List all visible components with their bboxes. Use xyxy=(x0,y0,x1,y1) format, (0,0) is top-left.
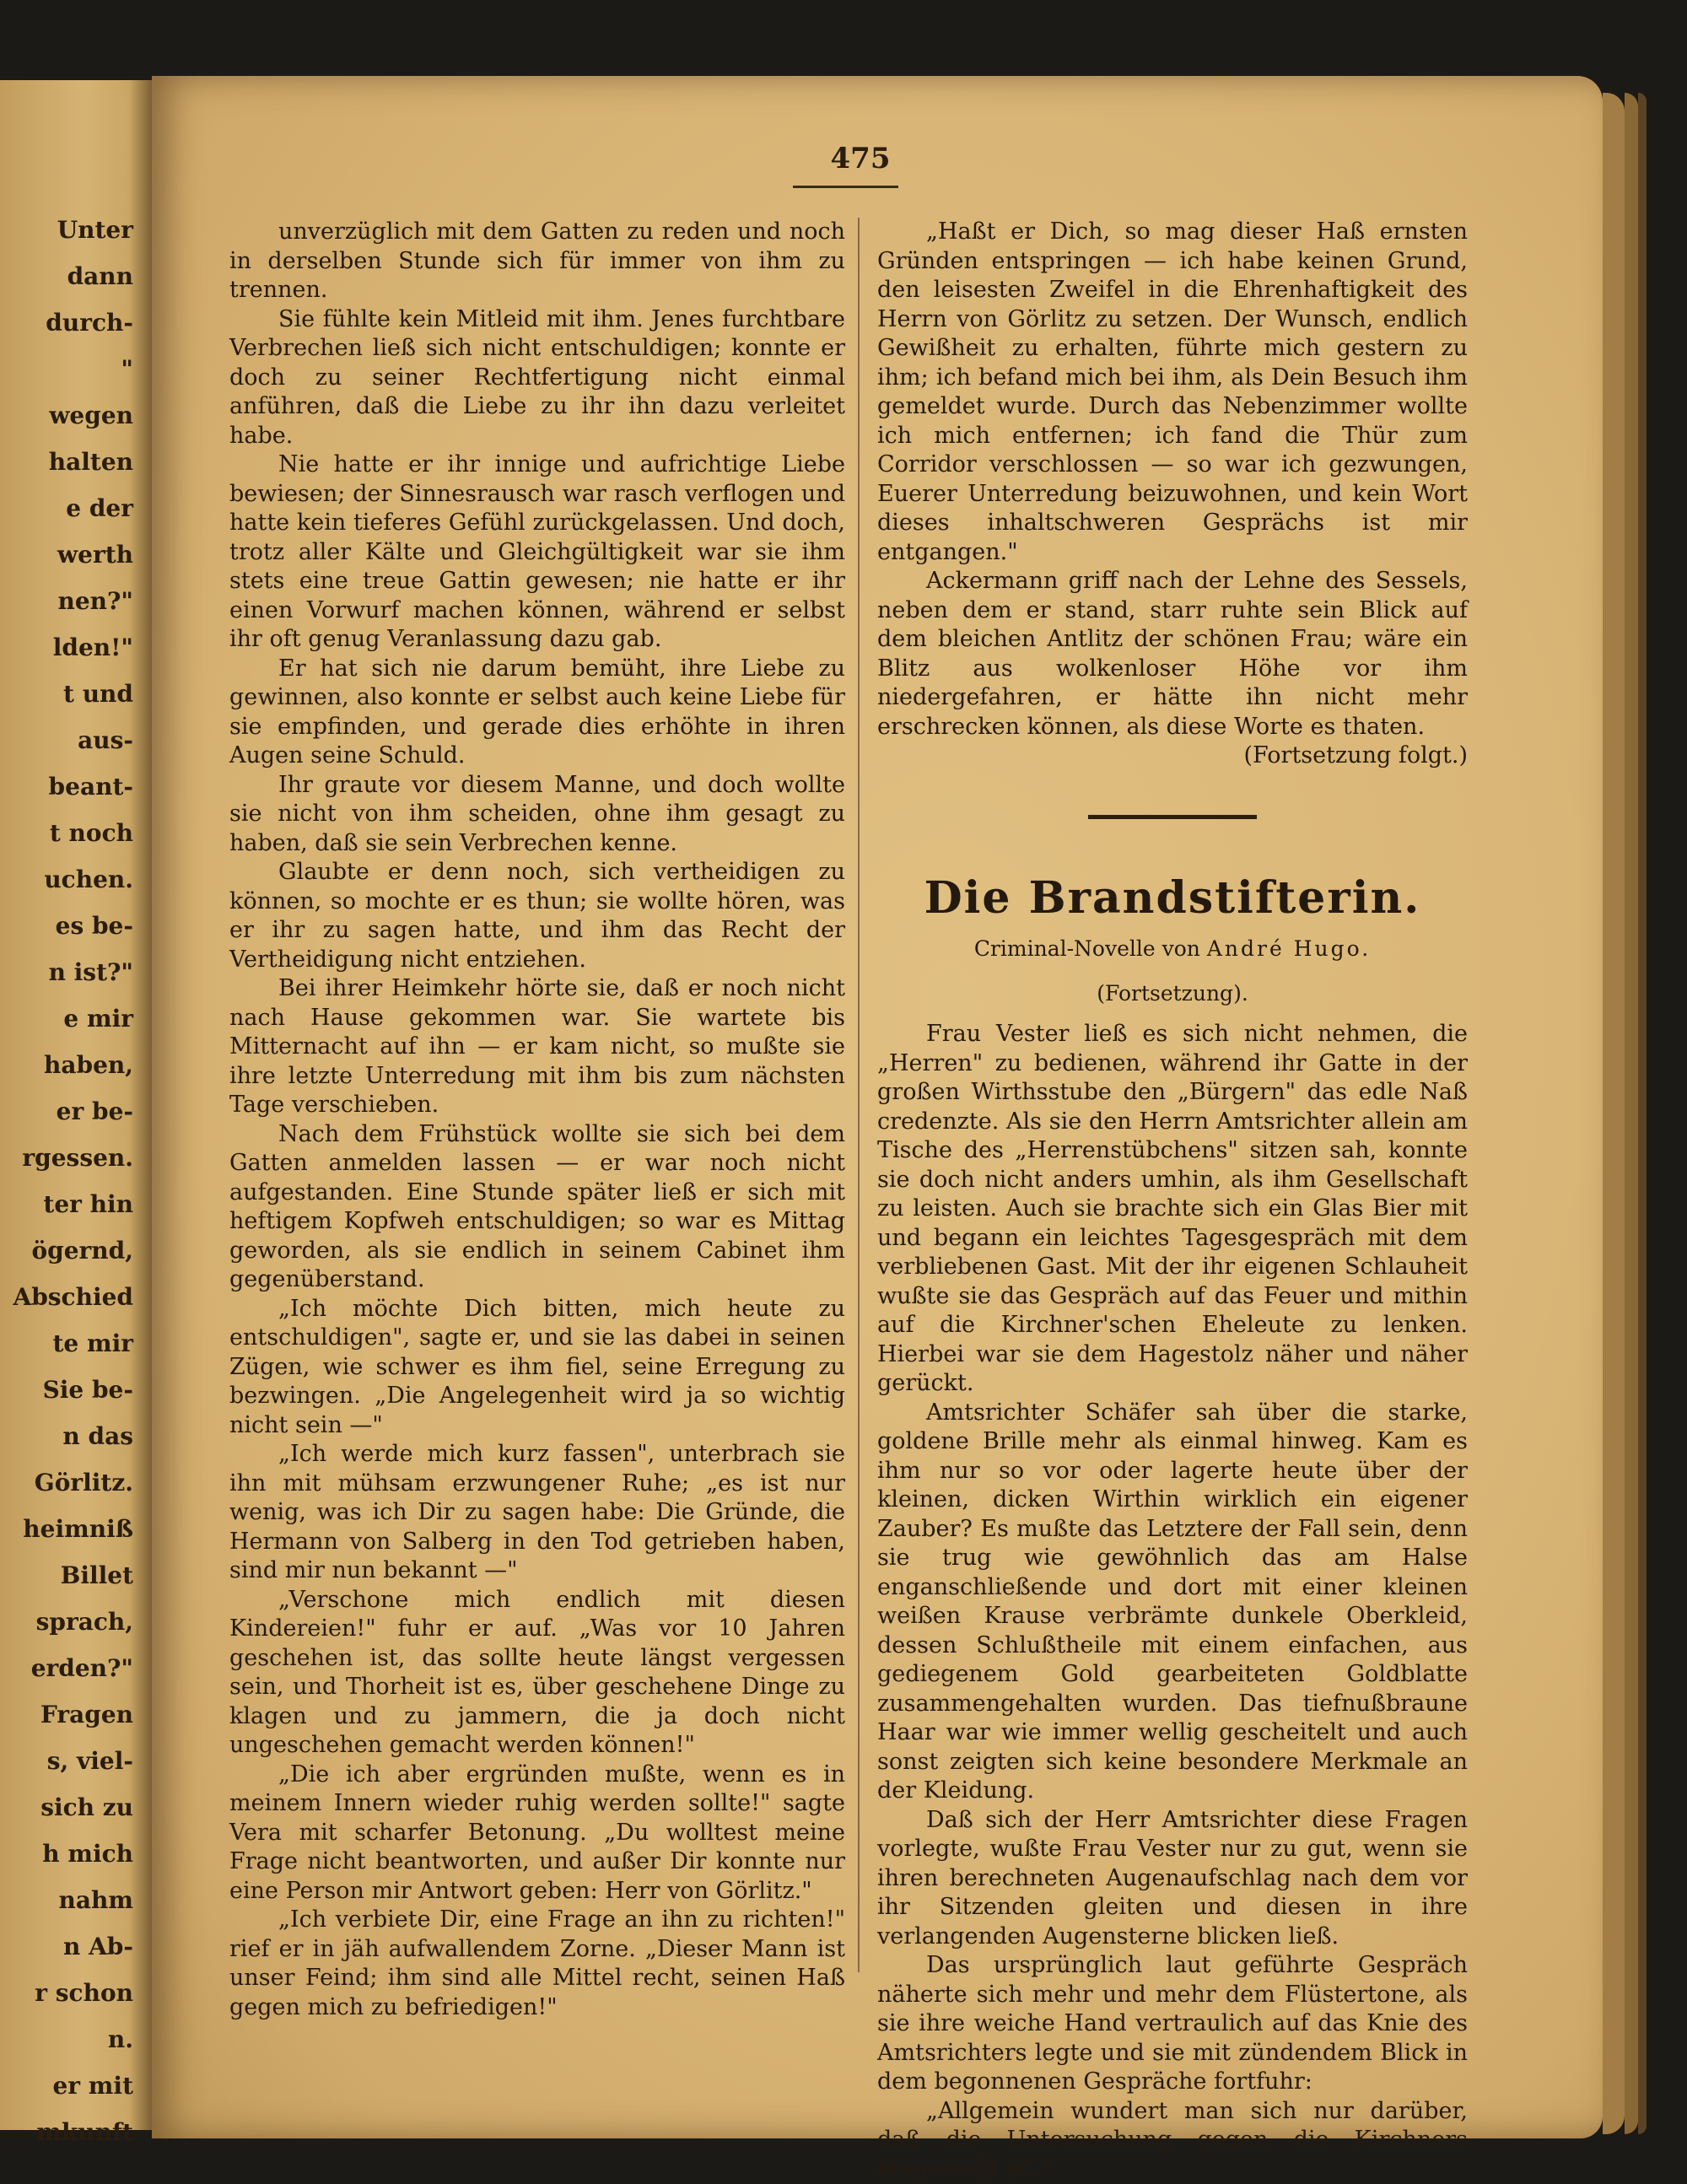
facing-page-fragment: sprach, xyxy=(36,1607,133,1637)
continued-note: (Fortsetzung folgt.) xyxy=(877,741,1468,771)
facing-page-fragment: Billet xyxy=(61,1561,133,1591)
facing-page-fragment: lden!" xyxy=(53,633,133,663)
facing-page-fragment: h mich xyxy=(42,1839,133,1869)
facing-page-fragment: er mit xyxy=(52,2071,133,2101)
column-divider xyxy=(858,218,860,1972)
page-number: 475 xyxy=(822,142,898,175)
facing-page-fragment: es be- xyxy=(56,911,133,941)
facing-page-fragment: uchen. xyxy=(44,865,133,895)
facing-page-fragment: sich zu xyxy=(40,1793,133,1823)
facing-page-fragment: te mir xyxy=(52,1329,133,1359)
facing-page-fragment: Sie be- xyxy=(43,1375,133,1405)
paragraph: Er hat sich nie darum bemüht, ihre Liebe zu gewinnen, also konnte er selbst auch keine Liebe für sie empfinden, und gerade dies erhöhte in ihren Augen seine Schuld. xyxy=(229,655,845,771)
facing-page-fragment: dann xyxy=(67,262,133,292)
facing-page-fragment: aus- xyxy=(78,725,133,756)
paragraph: „Ich werde mich kurz fassen", unterbrach sie ihn mit mühsam erzwungener Ruhe; „es ist nur wenig, was ich Dir zu sagen habe: Die Gründe, die Hermann von Salberg in den Tod getrieben haben, sind mir nun bekannt —" xyxy=(229,1440,845,1586)
paragraph: Daß sich der Herr Amtsrichter diese Fragen vorlegte, wußte Frau Vester nur zu gut, wenn sie ihren berechneten Augenaufschlag nach dem vor ihr Sitzenden gleiten und diesen in ihre verlangenden Augensterne blicken ließ. xyxy=(877,1806,1468,1952)
subtitle-prefix: Criminal-Novelle von xyxy=(974,936,1200,961)
facing-page-fragment: wegen xyxy=(49,401,133,431)
paragraph: „Ich verbiete Dir, eine Frage an ihn zu richten!" rief er in jäh aufwallendem Zorne. „Dieser Mann ist unser Feind; ihm sind alle Mittel recht, seinen Haß gegen mich zu befriedigen!" xyxy=(229,1906,845,2022)
page-number-rule xyxy=(793,186,898,188)
facing-page-fragment: er be- xyxy=(57,1097,133,1127)
paragraph: Das ursprünglich laut geführte Gespräch näherte sich mehr und mehr dem Flüstertone, als sie ihre weiche Hand vertraulich auf das Knie des Amtsrichters legte und sie mit zündendem Blick in dem begonnenen Gespräche fortfuhr: xyxy=(877,1951,1468,2097)
paragraph: Ihr graute vor diesem Manne, und doch wollte sie nicht von ihm scheiden, ohne ihm gesagt zu haben, daß sie sein Verbrechen kenne. xyxy=(229,771,845,859)
paragraph: unverzüglich mit dem Gatten zu reden und noch in derselben Stunde sich für immer von ihm zu trennen. xyxy=(229,218,845,305)
facing-page-edge xyxy=(0,80,155,2130)
paragraph: Nach dem Frühstück wollte sie sich bei dem Gatten anmelden lassen — er war noch nicht aufgestanden. Eine Stunde später ließ er sich mit heftigem Kopfweh entschuldigen; so war es Mittag geworden, als sie endlich in seinem Cabinet ihm gegenüberstand. xyxy=(229,1120,845,1295)
continuation-label: (Fortsetzung). xyxy=(877,979,1468,1009)
facing-page-fragment: t noch xyxy=(50,818,133,849)
facing-page-fragment: Fragen xyxy=(40,1700,133,1730)
section-separator xyxy=(1088,815,1257,819)
left-column xyxy=(229,218,845,2022)
story-author: André Hugo. xyxy=(1207,936,1371,961)
facing-page-fragment: ögernd, xyxy=(31,1236,133,1266)
paragraph: Bei ihrer Heimkehr hörte sie, daß er noch nicht nach Hause gekommen war. Sie wartete bis Mitternacht auf ihn — er kam nicht, so mußte sie ihre letzte Unterredung mit ihm bis zum nächsten Tage verschieben. xyxy=(229,974,845,1120)
paragraph: „Allgemein wundert man sich nur darüber, daß die Untersuchung gegen die Kirchners eingestellt ist." xyxy=(877,2097,1468,2184)
facing-page-fragment: halten xyxy=(49,447,133,477)
facing-page-fragment: n Ab- xyxy=(63,1932,133,1962)
facing-page-fragment: r schon xyxy=(35,1978,133,2009)
paragraph: Glaubte er denn noch, sich vertheidigen zu können, so mochte er es thun; sie wollte hören, was er ihr zu sagen hatte, und ihm das Recht der Vertheidigung nicht entziehen. xyxy=(229,858,845,974)
facing-page-fragment: Abschied xyxy=(13,1282,133,1313)
facing-page-fragment: beant- xyxy=(49,772,133,802)
page-stack-edge xyxy=(1625,93,1638,2134)
facing-page-fragment: nen?" xyxy=(57,586,133,617)
facing-page-fragment: n das xyxy=(62,1421,133,1452)
paragraph: „Verschone mich endlich mit diesen Kindereien!" fuhr er auf. „Was vor 10 Jahren geschehen ist, das sollte heute längst vergessen sein, und Thorheit ist es, über geschehene Dinge zu klagen und zu jammern, die ja doch nicht ungeschehen gemacht werden können!" xyxy=(229,1586,845,1761)
facing-page-fragment: haben, xyxy=(44,1050,133,1081)
paragraph: Sie fühlte kein Mitleid mit ihm. Jenes furchtbare Verbrechen ließ sich nicht entschuldigen; konnte er doch zu seiner Rechtfertigung nicht einmal anführen, daß die Liebe zu ihr ihn dazu verleitet habe. xyxy=(229,305,845,451)
page-stack-edge xyxy=(1603,93,1625,2134)
paragraph-text: Ackermann griff nach der Lehne des Sessels, neben dem er stand, starr ruhte sein Blick auf dem bleichen Antlitz der schönen Frau; wäre ein Blitz aus wolkenloser Höhe vor ihm niedergefahren, er hätte ihn nicht mehr erschrecken können, als diese Worte es thaten. xyxy=(877,567,1468,741)
facing-page-fragment: erden?" xyxy=(31,1653,133,1684)
paragraph: „Ich möchte Dich bitten, mich heute zu entschuldigen", sagte er, und sie las dabei in seinen Zügen, wie schwer es ihm fiel, seine Erregung zu bezwingen. „Die Angelegenheit wird ja so wichtig nicht sein —" xyxy=(229,1295,845,1441)
facing-page-fragment: Görlitz. xyxy=(35,1468,133,1498)
paragraph: Nie hatte er ihr innige und aufrichtige Liebe bewiesen; der Sinnesrausch war rasch verflogen und hatte kein tieferes Gefühl zurückgelassen. Und doch, trotz aller Kälte und Gleichgültigkeit war sie ihm stets eine treue Gattin gewesen; nie hatte er ihr einen Vorwurf machen können, während er selbst ihr oft genug Veranlassung dazu gab. xyxy=(229,450,845,655)
facing-page-fragment: rgessen. xyxy=(22,1143,133,1173)
facing-page-fragment: n. xyxy=(108,2025,133,2055)
right-column xyxy=(877,218,1468,2184)
paragraph: Amtsrichter Schäfer sah über die starke, goldene Brille mehr als einmal hinweg. Kam es ihm nur so vor oder lagerte heute über der kleinen, dicken Wirthin wirklich ein eigener Zauber? Es mußte das Letztere der Fall sein, denn sie trug wie gewöhnlich das am Halse enganschließende und dort mit einer kleinen weißen Krause verbrämte dunkele Oberkleid, dessen Schlußtheile mit einem einfachen, aus gediegenem Gold gearbeiteten Goldblatte zusammengehalten wurden. Das tiefnußbraune Haar war wie immer wellig gescheitelt und auch sonst zeigten sich keine besondere Merkmale an der Kleidung. xyxy=(877,1399,1468,1806)
final-paragraph xyxy=(877,567,1468,741)
facing-page-fragment: Unter xyxy=(57,215,133,245)
facing-page-fragment: ter hin xyxy=(43,1189,133,1220)
facing-page-fragment: mkunft xyxy=(36,2117,133,2148)
facing-page-fragment: n ist?" xyxy=(49,957,133,988)
facing-page-fragment: e mir xyxy=(63,1004,133,1034)
paragraph: „Haßt er Dich, so mag dieser Haß ernsten Gründen entspringen — ich habe keinen Grund, den leisesten Zweifel in die Ehrenhaftigkeit des Herrn von Görlitz zu setzen. Der Wunsch, endlich Gewißheit zu erhalten, führte mich gestern zu ihm; ich befand mich bei ihm, als Dein Besuch ihm gemeldet wurde. Durch das Nebenzimmer wollte ich mich entfernen; ich fand die Thür zum Corridor verschlossen — so war ich gezwungen, Euerer Unterredung beizuwohnen, und kein Wort dieses inhaltschweren Gesprächs ist mir entgangen." xyxy=(877,218,1468,567)
facing-page-fragment: werth xyxy=(57,540,133,570)
paragraph: „Die ich aber ergründen mußte, wenn es in meinem Innern wieder ruhig werden sollte!" sagte Vera mit scharfer Betonung. „Du wolltest meine Frage nicht beantworten, und außer Dir konnte nur eine Person mir Antwort geben: Herr von Görlitz." xyxy=(229,1761,845,1906)
story-title: Die Brandstifterin. xyxy=(877,873,1468,924)
facing-page-fragment: nahm xyxy=(59,1885,133,1916)
facing-page-fragment: s, viel- xyxy=(47,1746,133,1777)
facing-page-fragment: e der xyxy=(66,493,133,524)
page-stack-edge xyxy=(1638,93,1647,2134)
facing-page-fragment: " xyxy=(121,354,133,385)
facing-page-fragment: durch- xyxy=(46,308,133,338)
story-subtitle xyxy=(877,936,1468,963)
facing-page-fragment: heimniß xyxy=(23,1514,133,1545)
paragraph: Frau Vester ließ es sich nicht nehmen, die „Herren" zu bedienen, während ihr Gatte in der großen Wirthsstube den „Bürgern" das edle Naß credenzte. Als sie den Herrn Amtsrichter allein am Tische des „Herrenstübchens" sitzen sah, konnte sie doch nicht anders umhin, als ihm Gesellschaft zu leisten. Auch sie brachte sich ein Glas Bier mit und begann ein leichtes Tagesgespräch mit dem verbliebenen Gast. Mit der ihr eigenen Schlauheit wußte sie das Gespräch auf das Feuer und mithin auf die Kirchner'schen Eheleute zu lenken. Hierbei war sie dem Hagestolz näher und näher gerückt. xyxy=(877,1020,1468,1399)
facing-page-fragment: t und xyxy=(63,679,133,709)
